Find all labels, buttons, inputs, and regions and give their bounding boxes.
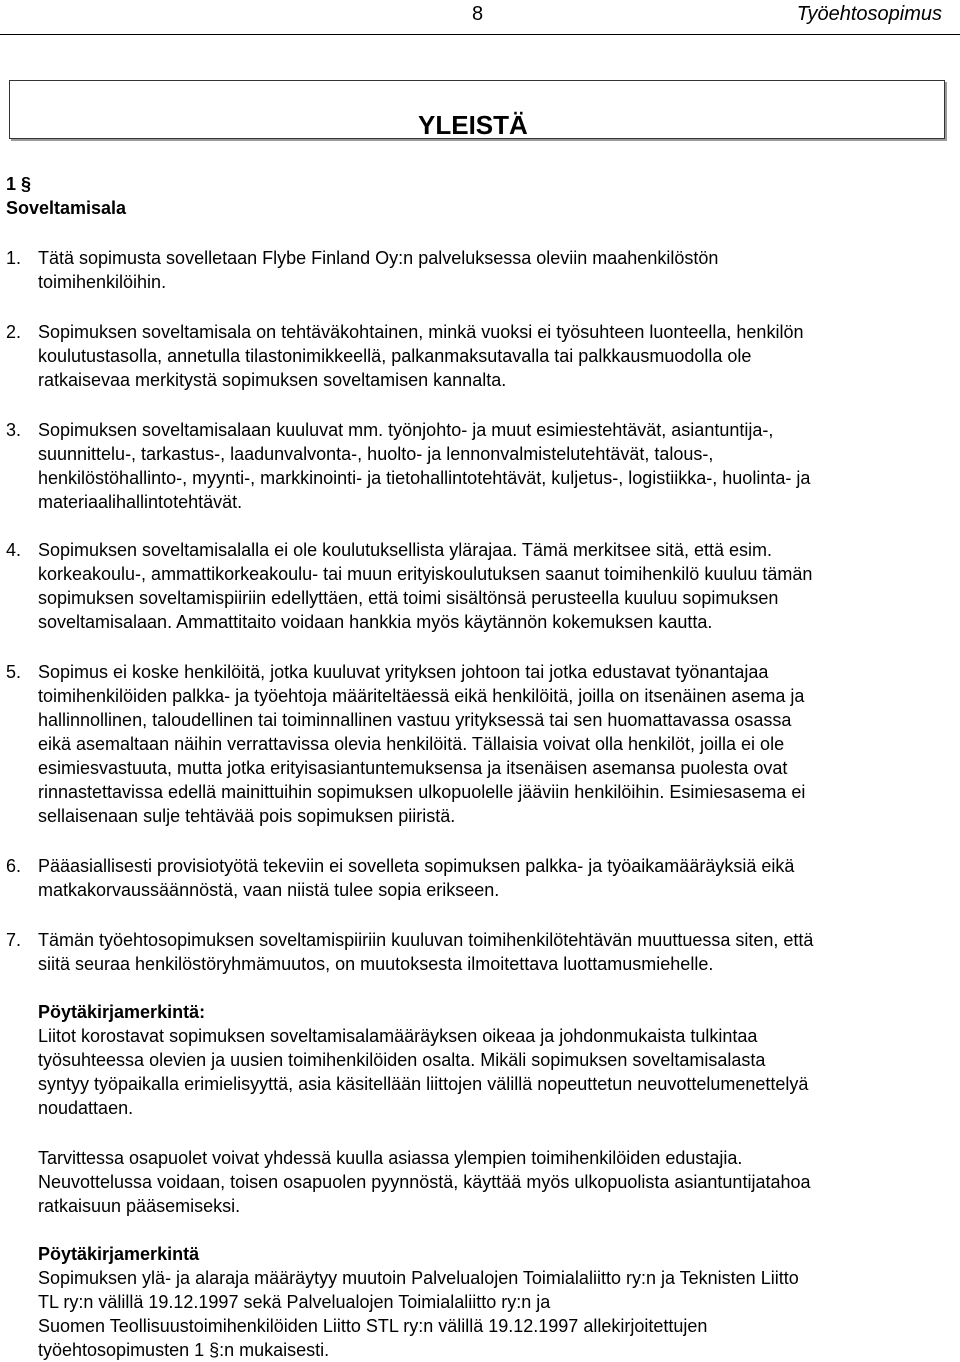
item-line: toimihenkilöihin. [38, 272, 167, 292]
item-line: rinnastettavissa edellä mainittuihin sopimuksen ulkopuolelle jääviin henkilöihin. Esimiesasema ei [38, 782, 806, 802]
item-line: eikä asemaltaan näihin verrattavissa olevia henkilöitä. Tällaisia voivat olla henkilöt, joilla ei ole [38, 734, 785, 754]
item-line: Sopimuksen soveltamisalaan kuuluvat mm. työnjohto- ja muut esimiestehtävät, asiantuntija-, [38, 420, 774, 440]
protocol-note [38, 1000, 946, 1120]
section-title: Soveltamisala [6, 198, 127, 218]
list-item [38, 418, 946, 514]
item-number: 2. [6, 322, 22, 342]
note-line: ratkaisuun pääsemiseksi. [38, 1196, 241, 1216]
item-line: koulutustasolla, annetulla tilastonimikkeellä, palkanmaksutavalla tai palkkausmuodolla ole [38, 346, 752, 366]
item-line: sellaisenaan sulje tehtävää pois sopimuksen piiristä. [38, 806, 456, 826]
item-number: 6. [6, 856, 22, 876]
list-item [38, 246, 946, 294]
item-line: hallinnollinen, taloudellinen tai toiminnallinen vastuu yrityksessä tai sen huomattavassa osassa [38, 710, 792, 730]
item-line: materiaalihallintotehtävät. [38, 492, 243, 512]
section-number: 1 § [6, 174, 32, 194]
list-item [38, 928, 946, 976]
item-line: Sopimus ei koske henkilöitä, jotka kuuluvat yrityksen johtoon tai jotka edustavat työnantajaa [38, 662, 769, 682]
item-number: 4. [6, 540, 22, 560]
item-line: Tätä sopimusta sovelletaan Flybe Finland Oy:n palveluksessa oleviin maahenkilöstön [38, 248, 719, 268]
note-heading: Pöytäkirjamerkintä [38, 1244, 200, 1264]
protocol-note [38, 1242, 946, 1362]
running-title: Työehtosopimus [796, 3, 942, 25]
chapter-title: YLEISTÄ [418, 110, 528, 140]
item-line: Sopimuksen soveltamisalalla ei ole koulutuksellista ylärajaa. Tämä merkitsee sitä, että esim. [38, 540, 772, 560]
item-line: suunnittelu-, tarkastus-, laadunvalvonta-, huolto- ja lennonvalmistelutehtävät, talous-, [38, 444, 714, 464]
item-line: korkeakoulu-, ammattikorkeakoulu- tai muun erityiskoulutuksen saanut toimihenkilö kuuluu tämän [38, 564, 813, 584]
note-line: Suomen Teollisuustoimihenkilöiden Liitto STL ry:n välillä 19.12.1997 allekirjoitettujen [38, 1316, 708, 1336]
item-line: Sopimuksen soveltamisala on tehtäväkohtainen, minkä vuoksi ei työsuhteen luonteella, henkilön [38, 322, 804, 342]
note-line: syntyy työpaikalla erimielisyyttä, asia käsitellään liittojen välillä nopeuttetun neuvottelumenettelyä [38, 1074, 809, 1094]
item-line: sopimuksen soveltamispiiriin edellyttäen, että toimi sisältönsä perusteella kuuluu sopimuksen [38, 588, 779, 608]
item-number: 3. [6, 420, 22, 440]
note-line: Tarvittessa osapuolet voivat yhdessä kuulla asiassa ylempien toimihenkilöiden edustajia. [38, 1148, 743, 1168]
item-number: 1. [6, 248, 22, 268]
note-line: työehtosopimusten 1 §:n mukaisesti. [38, 1340, 330, 1360]
item-line: siitä seuraa henkilöstöryhmämuutos, on muutoksesta ilmoitettava luottamusmiehelle. [38, 954, 714, 974]
item-line: toimihenkilöiden palkka- ja työehtoja määriteltäessä eikä henkilöitä, joilla on itsenäinen asema ja [38, 686, 805, 706]
item-number: 5. [6, 662, 22, 682]
item-line: esimiesvastuuta, mutta jotka erityisasiantuntemuksensa ja itsenäisen asemansa puolesta ovat [38, 758, 788, 778]
note-line: Liitot korostavat sopimuksen soveltamisalamääräyksen oikeaa ja johdonmukaista tulkintaa [38, 1026, 758, 1046]
note-line: työsuhteessa olevien ja uusien toimihenkilöiden osalta. Mikäli sopimuksen soveltamisalasta [38, 1050, 766, 1070]
item-line: soveltamisalaan. Ammattitaito voidaan hankkia myös käytännön kokemuksen kautta. [38, 612, 713, 632]
item-line: matkakorvaussäännöstä, vaan niistä tulee sopia erikseen. [38, 880, 500, 900]
item-line: Pääasiallisesti provisiotyötä tekeviin ei sovelleta sopimuksen palkka- ja työaikamääräyksiä eikä [38, 856, 795, 876]
item-line: Tämän työehtosopimuksen soveltamispiiriin kuuluvan toimihenkilötehtävän muuttuessa siten, että [38, 930, 814, 950]
list-item [38, 854, 946, 902]
header-rule [0, 34, 960, 35]
note-line: noudattaen. [38, 1098, 134, 1118]
list-item [38, 660, 946, 828]
item-line: henkilöstöhallinto-, myynti-, markkinointi- ja tietohallintotehtävät, kuljetus-, logistiikka-, huolinta- ja [38, 468, 811, 488]
note-heading: Pöytäkirjamerkintä: [38, 1002, 206, 1022]
page-number: 8 [472, 3, 484, 25]
list-item [38, 320, 946, 392]
note-line: Sopimuksen ylä- ja alaraja määräytyy muutoin Palvelualojen Toimialaliitto ry:n ja Teknisten Liitto [38, 1268, 799, 1288]
note-line: Neuvottelussa voidaan, toisen osapuolen pyynnöstä, käyttää myös ulkopuolista asiantuntijatahoa [38, 1172, 811, 1192]
note-line: TL ry:n välillä 19.12.1997 sekä Palvelualojen Toimialaliitto ry:n ja [38, 1292, 551, 1312]
item-line: ratkaisevaa merkitystä sopimuksen soveltamisen kannalta. [38, 370, 507, 390]
item-number: 7. [6, 930, 22, 950]
note-paragraph [38, 1146, 946, 1218]
list-item [38, 538, 946, 634]
section-heading [6, 172, 126, 220]
